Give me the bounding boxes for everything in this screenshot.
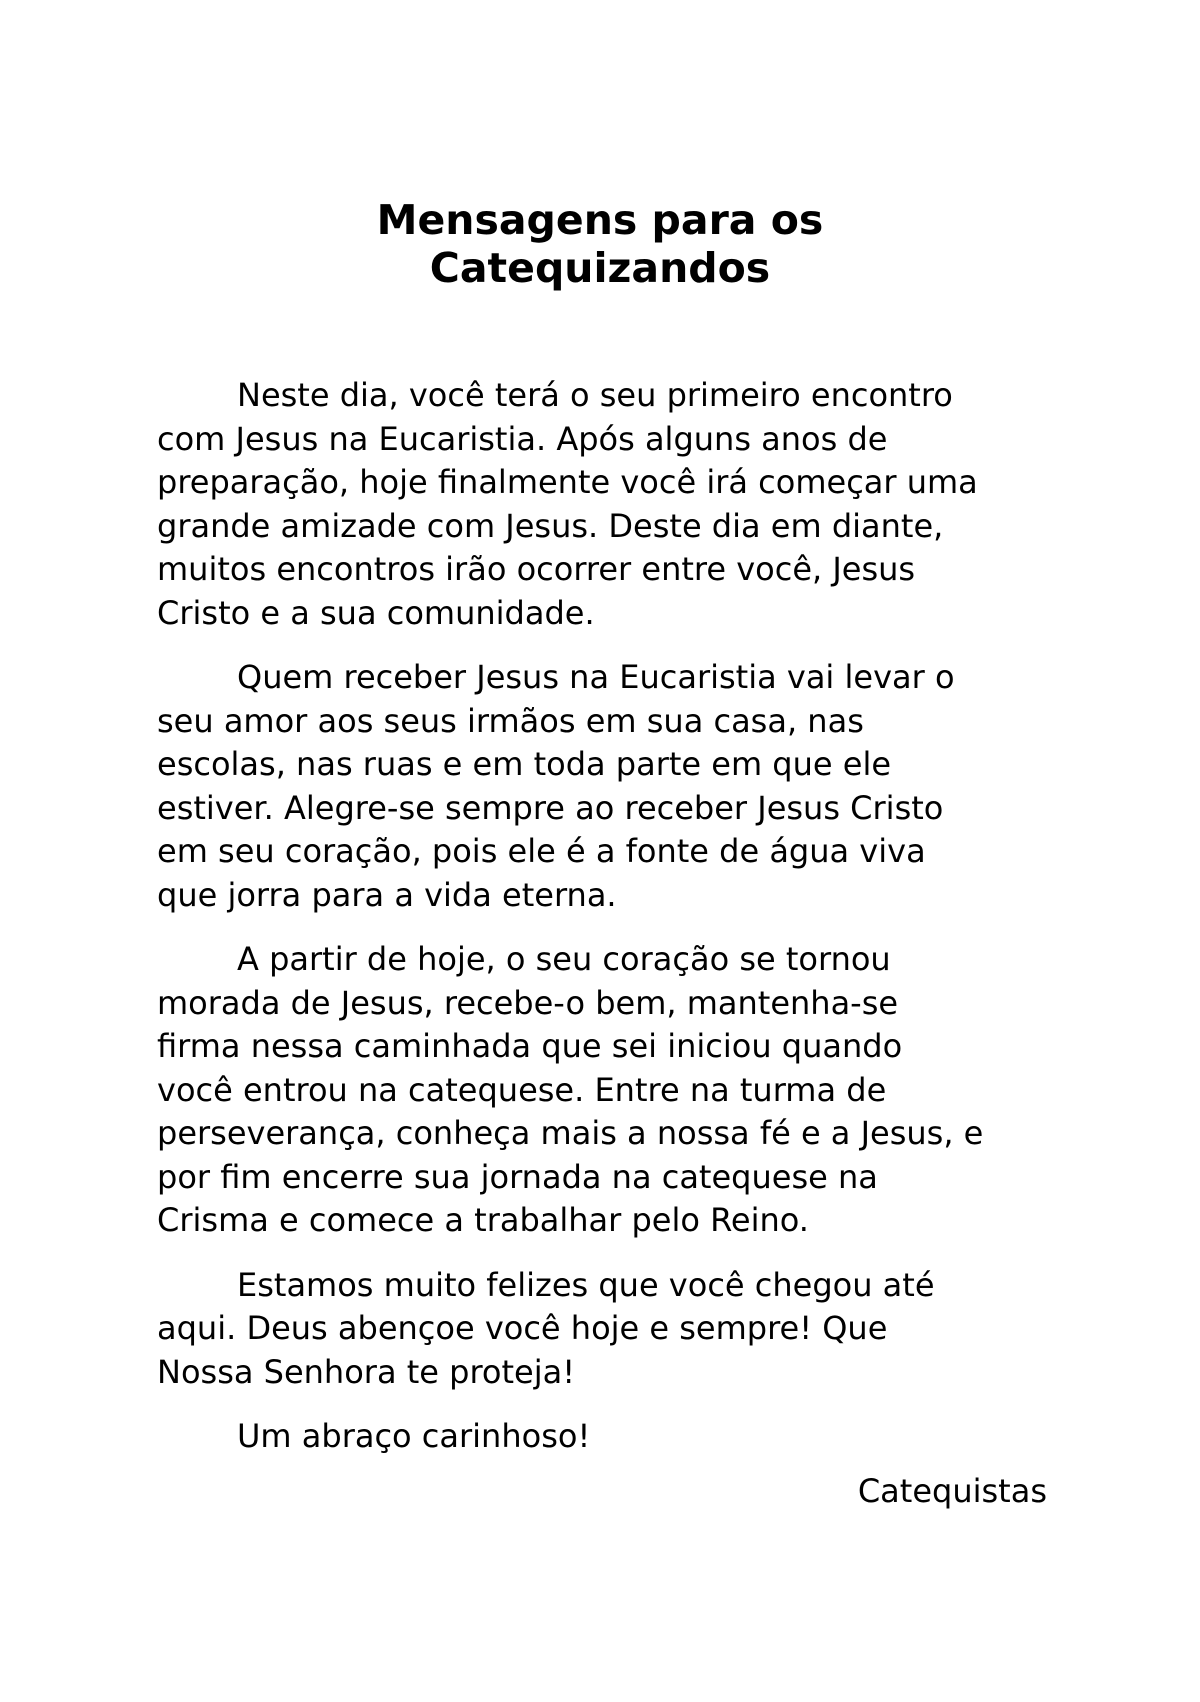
paragraph-blessing <box>157 1264 1057 1395</box>
text-line: Cristo e a sua comunidade. <box>157 593 595 632</box>
text-line: escolas, nas ruas e em toda parte em que ele <box>157 745 892 783</box>
text-line: estiver. Alegre-se sempre ao receber Jesus Cristo <box>157 788 944 827</box>
text-line: firma nessa caminhada que sei iniciou quando <box>157 1027 903 1065</box>
paragraph-closing-hug <box>157 1415 1057 1459</box>
text-line: Quem receber Jesus na Eucaristia vai levar o <box>237 658 955 696</box>
text-line: Um abraço carinhoso! <box>237 1417 591 1455</box>
text-line: Estamos muito felizes que você chegou até <box>237 1265 935 1304</box>
text-line: A partir de hoje, o seu coração se tornou <box>237 940 891 978</box>
signature: Catequistas <box>857 1472 1047 1510</box>
text-line: aqui. Deus abençoe você hoje e sempre! Que <box>157 1309 888 1347</box>
text-line: que jorra para a vida eterna. <box>157 875 617 914</box>
text-line: Nossa Senhora te proteja! <box>157 1352 576 1391</box>
text-line: Neste dia, você terá o seu primeiro encontro <box>237 376 953 414</box>
title-line: Mensagens para os <box>376 196 824 244</box>
paragraph-receive-jesus <box>157 656 1057 917</box>
text-line: preparação, hoje finalmente você irá começar uma <box>157 463 978 501</box>
text-line: por fim encerre sua jornada na catequese na <box>157 1157 878 1196</box>
message-body <box>157 374 1057 1480</box>
text-line: morada de Jesus, recebe-o bem, mantenha-se <box>157 983 899 1022</box>
paragraph-from-today <box>157 938 1057 1243</box>
text-line: muitos encontros irão ocorrer entre você, Jesus <box>157 550 916 588</box>
page-title <box>150 196 1050 292</box>
paragraph-first-communion <box>157 374 1057 635</box>
text-line: você entrou na catequese. Entre na turma de <box>157 1070 887 1109</box>
text-line: seu amor aos seus irmãos em sua casa, nas <box>157 701 864 740</box>
text-line: Crisma e comece a trabalhar pelo Reino. <box>157 1201 809 1239</box>
text-line: grande amizade com Jesus. Deste dia em diante, <box>157 506 944 545</box>
text-line: perseverança, conheça mais a nossa fé e a Jesus, e <box>157 1114 984 1152</box>
title-line: Catequizandos <box>429 244 771 292</box>
text-line: em seu coração, pois ele é a fonte de água viva <box>157 832 926 870</box>
text-line: com Jesus na Eucaristia. Após alguns anos de <box>157 419 888 458</box>
